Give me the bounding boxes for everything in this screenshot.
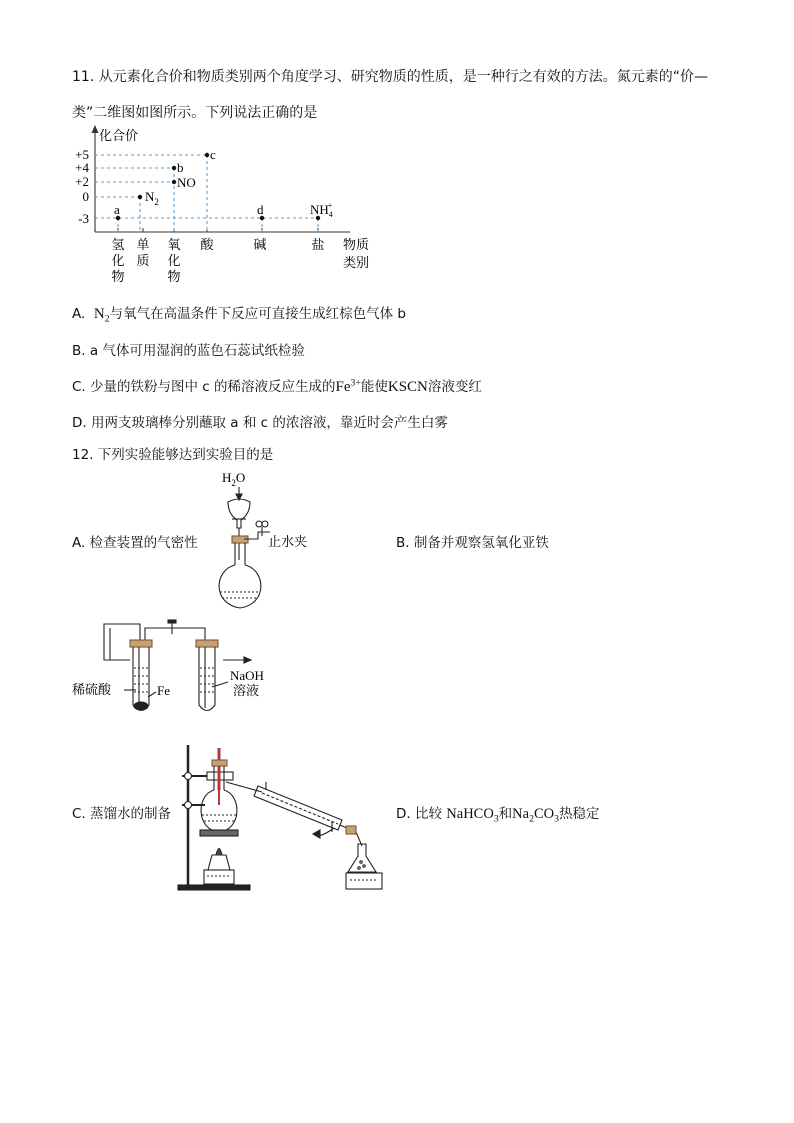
x-cat-salt: 盐	[311, 237, 325, 252]
q11-stem-line1: 11. 从元素化合价和物质类别两个角度学习、研究物质的性质，是一种行之有效的方法。氮元素的“价—	[72, 69, 708, 85]
label-n2: $N_2$	[145, 189, 159, 207]
y-tick-0: 0	[82, 189, 89, 204]
fig-b-naoh-label: NaOH	[230, 668, 264, 683]
q12-option-c: C. 蒸馏水的制备	[72, 806, 172, 822]
option-c-mid: 能使	[360, 379, 388, 395]
fig-a-h2o: $H_2O$	[222, 470, 246, 488]
label-no: NO	[177, 175, 196, 190]
x-cat-hydride-1: 氢	[111, 237, 125, 252]
label-b: b	[177, 160, 184, 175]
y-tick-minus3: -3	[78, 211, 89, 226]
y-tick-plus2: +2	[75, 174, 89, 189]
q12-option-b: B. 制备并观察氢氧化亚铁	[396, 535, 549, 551]
option-d-f2a: Na	[512, 806, 530, 822]
x-cat-element-2: 质	[136, 253, 150, 268]
option-c-fe: Fe	[335, 379, 351, 395]
y-tick-plus5: +5	[75, 147, 89, 162]
x-cat-oxide-2: 化	[167, 253, 181, 268]
label-a: a	[114, 202, 120, 217]
y-tick-plus4: +4	[75, 160, 89, 175]
label-nh4: $NH_4+$	[310, 201, 333, 219]
q12-stem: 12. 下列实验能够达到实验目的是	[72, 447, 274, 463]
x-cat-base: 碱	[253, 237, 267, 252]
fig-b-solution-label: 溶液	[233, 684, 260, 699]
x-axis-title-2: 类别	[342, 255, 370, 270]
option-d-f1: NaHCO	[446, 806, 494, 822]
option-d-f1-sub: 3	[493, 813, 499, 825]
x-cat-hydride-2: 化	[111, 253, 125, 268]
x-cat-element-1: 单	[136, 237, 150, 252]
fig-b-acid-label: 稀硫酸	[72, 683, 112, 698]
option-d-f2b: CO	[533, 806, 555, 822]
x-axis-title-1: 物质	[342, 237, 370, 252]
option-d-and: 和	[498, 806, 513, 822]
option-d-pre: D. 比较	[396, 806, 442, 822]
q11-option-b: B. a 气体可用湿润的蓝色石蕊试纸检验	[72, 343, 305, 359]
fig-a-clamp-label: 止水夹	[268, 535, 308, 550]
q11-stem-line2: 类”二维图如图所示。下列说法正确的是	[72, 105, 318, 121]
option-c-pre: C. 少量的铁粉与图中 c 的稀溶液反应生成的	[72, 379, 336, 395]
y-axis-title: 化合价	[99, 129, 139, 144]
label-c: c	[210, 147, 216, 162]
x-cat-oxide-1: 氧	[167, 237, 181, 252]
option-c-sup: 3+	[350, 377, 361, 389]
option-a-label: A.	[72, 306, 86, 322]
x-cat-acid: 酸	[200, 237, 214, 252]
x-cat-hydride-3: 物	[111, 269, 125, 284]
option-a-text: 与氧气在高温条件下反应可直接生成红棕色气体 b	[109, 306, 406, 322]
x-cat-oxide-3: 物	[167, 269, 181, 284]
fig-b-fe-label: Fe	[157, 683, 170, 698]
option-c-kscn: KSCN	[387, 379, 428, 395]
option-a-formula: N	[93, 306, 105, 322]
option-d-f2a-sub: 2	[529, 813, 534, 825]
option-d-f2b-sub: 3	[554, 813, 559, 825]
q12-option-a: A. 检查装置的气密性	[72, 535, 198, 551]
option-c-post: 溶液变红	[427, 379, 482, 395]
option-d-post: 热稳定	[558, 806, 600, 822]
label-d: d	[257, 202, 264, 217]
q11-option-d: D. 用两支玻璃棒分别蘸取 a 和 c 的浓溶液，靠近时会产生白雾	[72, 415, 448, 431]
option-a-sub: 2	[104, 313, 110, 325]
